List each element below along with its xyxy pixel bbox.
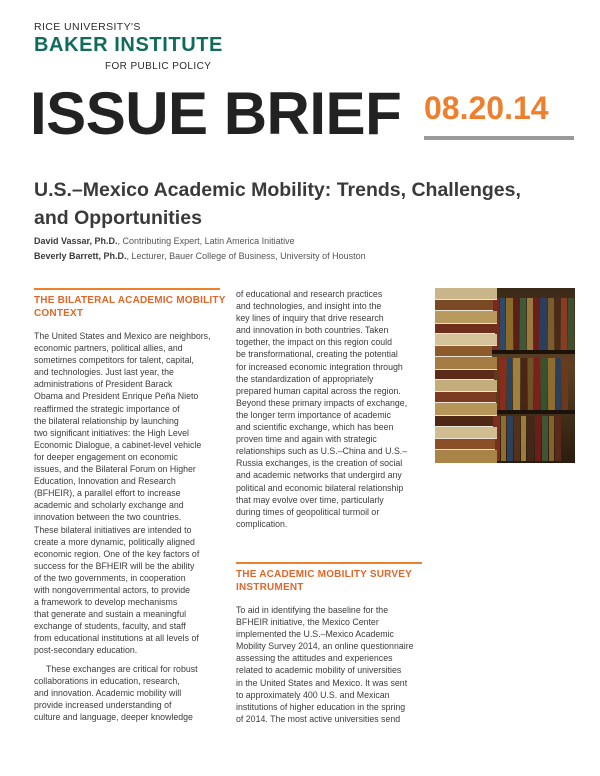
title-line-1: U.S.–Mexico Academic Mobility: Trends, Challenges,	[34, 179, 521, 201]
text-line: Russia exchanges, is the creation of social	[236, 458, 403, 469]
text-line: post-secondary education.	[34, 645, 138, 656]
text-line: in the United States and Mexico. It was sent	[236, 677, 408, 688]
text-line: academic and scholarly exchange and	[34, 500, 184, 511]
author-2	[34, 251, 366, 261]
section1-paragraph-1	[34, 330, 234, 723]
text-line: (BFHEIR), a parallel effort to increase	[34, 488, 181, 499]
text-line: Education, Innovation and Research	[34, 476, 176, 487]
text-line: success for the BFHEIR will be the ability	[34, 560, 195, 571]
text-line: and scientific exchange, which has been	[236, 422, 394, 433]
author-2-role: , Lecturer, Bauer College of Business, University of Houston	[126, 251, 366, 261]
section2-paragraph	[236, 604, 431, 725]
text-line: innovation between the two countries.	[34, 512, 182, 523]
column2-continued-paragraph	[236, 288, 431, 530]
masthead-label: ISSUE BRIEF	[30, 80, 402, 147]
text-line: and innovation. Academic mobility will	[34, 687, 182, 698]
text-line: for increased economic integration through	[236, 361, 403, 372]
text-line: assessing the attitudes and experiences	[236, 653, 393, 664]
text-line: the longer term importance of academic	[236, 409, 391, 420]
text-line: Economic Dialogue, a cabinet-level vehicle	[34, 439, 202, 450]
logo-line-university: RICE UNIVERSITY'S	[34, 21, 141, 33]
text-line: exchange of students, faculty, and staff	[34, 621, 186, 632]
section1-rule	[34, 288, 220, 290]
text-line: BFHEIR initiative, the Mexico Center	[236, 617, 379, 628]
text-line: together, the impact on this region could	[236, 337, 392, 348]
date-rule	[424, 136, 574, 140]
bookshelf-row	[493, 416, 575, 461]
section1-heading-line-1: THE BILATERAL ACADEMIC MOBILITY	[34, 295, 226, 306]
text-line: be transformational, creating the potential	[236, 349, 398, 360]
section2-heading-line-1: THE ACADEMIC MOBILITY SURVEY	[236, 569, 412, 580]
text-line: related to academic mobility of universities	[236, 665, 402, 676]
text-line: economic partners, political allies, and	[34, 343, 183, 354]
book-stack	[435, 288, 497, 463]
text-line: sometimes competitors for talent, capital,	[34, 355, 194, 366]
text-line: and technologies, and insight into the	[236, 301, 382, 312]
author-1-name: David Vassar, Ph.D.	[34, 236, 118, 246]
author-1	[34, 236, 295, 246]
text-line: Beyond these primary impacts of exchange,	[236, 397, 408, 408]
text-line: administrations of President Barack	[34, 379, 173, 390]
text-line: collaborations in education, research,	[34, 675, 180, 686]
shelf-board	[490, 350, 575, 354]
text-line: of the two governments, in cooperation	[34, 572, 186, 583]
section2-heading	[236, 568, 436, 594]
text-line: provide increased understanding of	[34, 699, 172, 710]
text-line: institutions of higher education in the spring	[236, 701, 406, 712]
section1-heading-line-2: CONTEXT	[34, 308, 84, 319]
bookshelf-row	[493, 358, 575, 410]
text-line: reaffirmed the strategic importance of	[34, 403, 180, 414]
text-line: Mobility Survey 2014, an online questionnaire	[236, 641, 414, 652]
text-line: from educational institutions at all levels of	[34, 633, 199, 644]
text-line: and technologies. Just last year, the	[34, 367, 174, 378]
text-line: to approximately 400 U.S. and Mexican	[236, 689, 390, 700]
text-line: create a more dynamic, politically aligned	[34, 536, 195, 547]
text-line: implemented the U.S.–Mexico Academic	[236, 629, 394, 640]
text-line: that may evolve over time, particularly	[236, 494, 384, 505]
logo-line-policy: FOR PUBLIC POLICY	[105, 61, 212, 72]
text-line: proven time and again with strategic	[236, 434, 377, 445]
title-line-2: and Opportunities	[34, 207, 202, 229]
text-line: culture and language, deeper knowledge	[34, 711, 193, 722]
text-line: that generate and sustain a meaningful	[34, 609, 187, 620]
author-1-role: , Contributing Expert, Latin America Initiative	[117, 236, 295, 246]
text-line: the standardization of appropriately	[236, 373, 374, 384]
text-line: during times of geopolitical turmoil or	[236, 506, 380, 517]
text-line: the bilateral relationship by launching	[34, 415, 179, 426]
section2-rule	[236, 562, 422, 564]
text-line: of educational and research practices	[236, 289, 383, 299]
text-line: issues, and the Bilateral Forum on Higher	[34, 464, 196, 475]
author-2-name: Beverly Barrett, Ph.D.	[34, 251, 127, 261]
text-line: relationships such as U.S.–China and U.S.–	[236, 446, 408, 457]
text-line: key lines of inquiry that drive research	[236, 313, 384, 324]
text-line: and innovation in both countries. Taken	[236, 325, 389, 336]
text-line: of 2014. The most active universities send	[236, 713, 401, 724]
section1-heading	[34, 294, 234, 320]
text-line: a framework to develop mechanisms	[34, 597, 178, 608]
text-line: two significant initiatives: the High Level	[34, 427, 190, 438]
issue-date: 08.20.14	[424, 90, 549, 126]
document-title	[34, 176, 574, 232]
text-line: and academic networks that undergird any	[236, 470, 402, 481]
text-line: economic region. One of the key factors of	[34, 548, 200, 559]
books-photo	[435, 288, 575, 463]
text-line: The United States and Mexico are neighbors,	[34, 331, 211, 341]
text-line: for deeper engagement on economic	[34, 451, 178, 462]
text-line: complication.	[236, 518, 288, 529]
text-line: These exchanges are critical for robust	[46, 663, 198, 674]
bookshelf-row	[493, 298, 575, 350]
text-line: political and economic bilateral relationship	[236, 482, 404, 493]
logo-line-institute: BAKER INSTITUTE	[34, 34, 223, 56]
shelf-board	[490, 410, 575, 414]
section2-heading-line-2: INSTRUMENT	[236, 582, 304, 593]
text-line: with nongovernmental actors, to provide	[34, 584, 190, 595]
text-line: To aid in identifying the baseline for the	[236, 605, 389, 615]
text-line: Obama and President Enrique Peña Nieto	[34, 391, 199, 402]
text-line: These bilateral initiatives are intended to	[34, 524, 192, 535]
text-line: prepared human capital across the region.	[236, 385, 401, 396]
